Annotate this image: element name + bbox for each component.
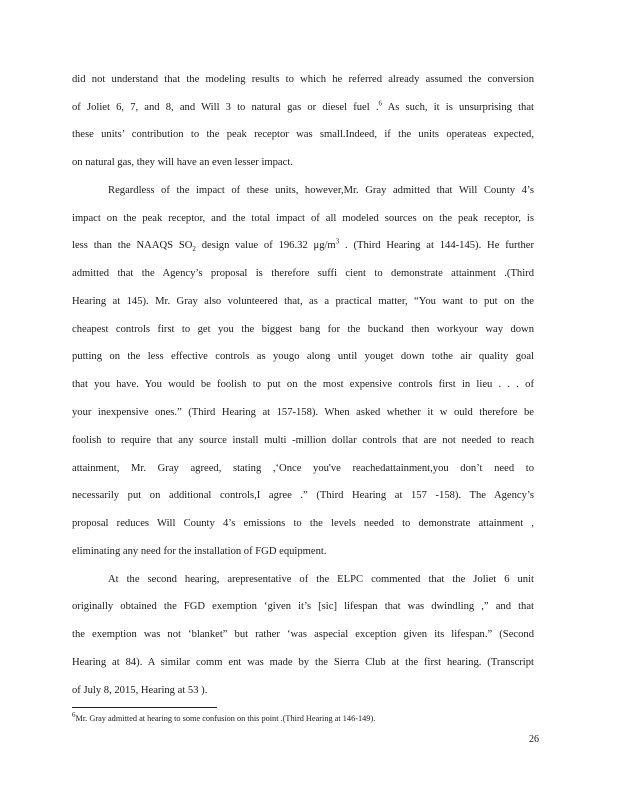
- body-line-20: originally obtained the FGD exemption ‘given it’s [sic] lifespan that was dwindling ,” and that: [72, 601, 534, 612]
- page-number: 26: [529, 734, 539, 745]
- body-line-12: that you have. You would be foolish to put on the most expensive controls first in lieu . . . of: [72, 379, 534, 390]
- line-2-tail: As such, it is unsurprising that: [387, 102, 534, 113]
- cube-superscript: 3: [335, 237, 340, 246]
- line-7-text: less than the NAAQS SO: [72, 240, 193, 251]
- footnote-text: Mr. Gray admitted at hearing to some confusion on this point .(Third Hearing at 146-149).: [75, 714, 376, 723]
- body-line-19: At the second hearing, arepresentative of the ELPC commented that the Joliet 6 unit: [108, 574, 534, 585]
- body-line-13: your inexpensive ones.” (Third Hearing at 157-158). When asked whether it w ould therefore be: [72, 407, 534, 418]
- body-line-2: [72, 101, 534, 115]
- body-line-1: did not understand that the modeling results to which he referred already assumed the conversion: [72, 74, 534, 85]
- body-line-18: eliminating any need for the installation of FGD equipment.: [72, 546, 327, 557]
- footnote: [72, 713, 492, 724]
- body-line-11: putting on the less effective controls as yougo along until youget down tothe air quality goal: [72, 351, 534, 362]
- body-line-8: admitted that the Agency’s proposal is therefore suffi cient to demonstrate attainment .(Third: [72, 268, 534, 279]
- line-7-tail: . (Third Hearing at 144-145). He further: [345, 240, 535, 251]
- body-line-3: these units’ contribution to the peak receptor was small.Indeed, if the units operateas expected,: [72, 129, 534, 140]
- body-line-6: impact on the peak receptor, and the total impact of all modeled sources on the peak receptor, is: [72, 213, 534, 224]
- body-line-23: of July 8, 2015, Hearing at 53 ).: [72, 685, 208, 696]
- footnote-reference[interactable]: 6: [378, 99, 382, 108]
- body-line-17: proposal reduces Will County 4’s emissions to the levels needed to demonstrate attainment ,: [72, 518, 534, 529]
- footnote-marker: 6: [72, 711, 76, 720]
- body-line-9: Hearing at 145). Mr. Gray also volunteered that, as a practical matter, “You want to put on the: [72, 296, 534, 307]
- footnote-divider: [72, 707, 217, 708]
- body-line-21: the exemption was not ‘blanket” but rather ‘was aspecial exception given its lifespan.” (Second: [72, 629, 534, 640]
- body-line-7: [72, 239, 534, 253]
- so2-subscript: 2: [192, 245, 196, 254]
- line-2-text: of Joliet 6, 7, and 8, and Will 3 to natural gas or diesel fuel .: [72, 102, 379, 113]
- body-line-14: foolish to require that any source install multi -million dollar controls that are not needed to reach: [72, 435, 534, 446]
- line-7-mid: design value of 196.32 μg/m: [201, 240, 336, 251]
- body-line-4: on natural gas, they will have an even lesser impact.: [72, 157, 293, 168]
- body-line-10: cheapest controls first to get you the biggest bang for the buckand then workyour way down: [72, 324, 534, 335]
- body-line-22: Hearing at 84). A similar comm ent was made by the Sierra Club at the first hearing. (Transcript: [72, 657, 534, 668]
- body-line-16: necessarily put on additional controls,I agree .” (Third Hearing at 157 -158). The Agency’s: [72, 490, 534, 501]
- body-line-5: Regardless of the impact of these units, however,Mr. Gray admitted that Will County 4’s: [108, 185, 534, 196]
- body-line-15: attainment, Mr. Gray agreed, stating ,‘Once you've reachedattainment,you don’t need to: [72, 463, 534, 474]
